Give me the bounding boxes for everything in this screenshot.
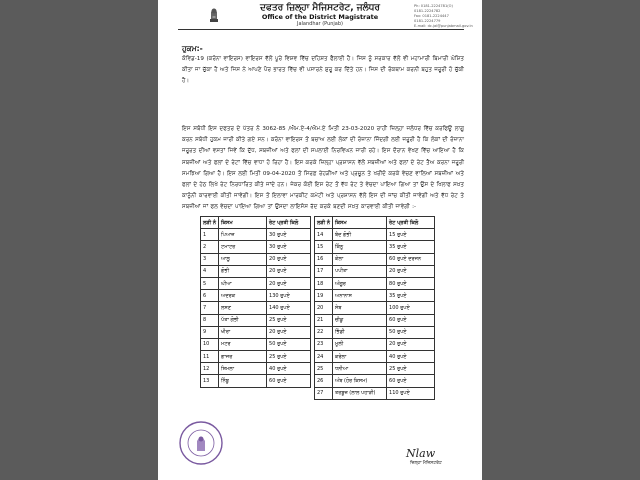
fruit-rows [315,229,435,400]
order-heading: ਹੁਕਮ:- [182,44,203,53]
cell-rate: 25 ਰੁਪਏ [387,363,435,375]
table-row [315,265,435,277]
cell-rate: 15 ਰੁਪਏ [387,229,435,241]
cell-rate: 60 ਰੁਪਏ [387,314,435,326]
cell-sr: 5 [201,277,219,289]
cell-rate: 60 ਰੁਪਏ ਦਰਜਨ [387,253,435,265]
cell-sr: 22 [315,326,333,338]
cell-rate: 60 ਰੁਪਏ [387,375,435,387]
cell-rate: 20 ਰੁਪਏ [267,326,311,338]
cell-sr: 19 [315,290,333,302]
col-header-rate: ਰੇਟ ਪ੍ਰਤੀ ਕਿਲੋ [387,217,435,229]
cell-rate: 20 ਰੁਪਏ [267,253,311,265]
cell-sr: 2 [201,241,219,253]
cell-sr: 14 [315,229,333,241]
vegetable-rates-table [200,216,311,388]
cell-rate: 20 ਰੁਪਏ [387,338,435,350]
cell-sr: 11 [201,351,219,363]
table-row [315,375,435,387]
table-row [315,326,435,338]
cell-sr: 10 [201,338,219,350]
table-row [201,241,311,253]
table-row [315,290,435,302]
cell-rate: 20 ਰੁਪਏ [267,277,311,289]
table-header-row [201,217,311,229]
cell-rate: 40 ਰੁਪਏ [387,351,435,363]
cell-sr: 24 [315,351,333,363]
cell-rate: 130 ਰੁਪਏ [267,290,311,302]
cell-item: ਅਦਰਕ [219,290,267,302]
cell-rate: 20 ਰੁਪਏ [267,265,311,277]
cell-rate: 100 ਰੁਪਏ [387,302,435,314]
cell-rate: 35 ਰੁਪਏ [387,241,435,253]
official-seal-icon [178,420,224,466]
col-header-sr: ਲੜੀ ਨੰ [315,217,333,229]
contact-line: Ph: 0181-2224781(O) [414,4,453,8]
cell-rate: 80 ਰੁਪਏ [387,277,435,289]
cell-item: ਬੰਦ ਗੋਭੀ [333,229,387,241]
cell-sr: 27 [315,387,333,399]
col-header-item: ਕਿਸਮ [333,217,387,229]
table-row [315,229,435,241]
cell-item: ਪਿਆਜ਼ [219,229,267,241]
cell-item: ਪਪੀਤਾ [333,265,387,277]
cell-item: ਚੀਕੂ [333,314,387,326]
cell-sr: 16 [315,253,333,265]
cell-item: ਸੇਬ [333,302,387,314]
cell-item: ਪੱਤਾ ਗੋਭੀ [219,314,267,326]
cell-item: ਖੀਰਾ [219,326,267,338]
cell-rate: 110 ਰੁਪਏ [387,387,435,399]
cell-item: ਗੋਭੀ [219,265,267,277]
fruit-rates-table [314,216,435,400]
table-row [201,277,311,289]
contact-block [414,4,476,29]
cell-rate: 40 ਰੁਪਏ [267,363,311,375]
table-row [201,338,311,350]
cell-rate: 20 ਰੁਪਏ [387,265,435,277]
table-row [315,314,435,326]
table-row [315,253,435,265]
cell-item: ਤਰਬੂਜ਼ (ਲਾਲ ਪਹਾੜੀ) [333,387,387,399]
col-header-sr: ਲੜੀ ਨੰ [201,217,219,229]
cell-item: ਅੰਬ (ਹੋਰ ਕਿਸਮ) [333,375,387,387]
table-row [201,314,311,326]
cell-item: ਕਰੇਲਾ [333,351,387,363]
header-divider [178,29,464,30]
cell-item: ਭਿੰਡੀ [333,326,387,338]
table-row [315,363,435,375]
table-row [201,265,311,277]
cell-item: ਕਿੰਨੂ [333,241,387,253]
cell-sr: 25 [315,363,333,375]
contact-line: 0181-2224782 [414,9,441,13]
cell-item: ਮੂਲੀ [333,338,387,350]
cell-sr: 8 [201,314,219,326]
cell-rate: 50 ਰੁਪਏ [387,326,435,338]
table-row [201,290,311,302]
table-row [201,351,311,363]
cell-rate: 25 ਰੁਪਏ [267,314,311,326]
table-row [315,338,435,350]
document-page [158,0,482,480]
order-paragraph-1: ਕੋਵਿਡ-19 (ਕਰੋਨਾ ਵਾਇਰਸ) ਵਾਇਰਸ ਵੱਲੋਂ ਪੂਰੇ ਵਿਸ਼ਵ ਵਿੱਚ ਦਹਿਸ਼ਤ ਫੈਲਾਈ ਹੈ। ਜਿਸ ਨੂੰ ਸਰਕਾਰ ਵੱਲੋਂ ਵੀ ਮਹਾਮਾਰੀ ਬਿਮਾਰੀ ਘੋਸ਼ਿਤ ਕੀਤਾ ਜਾ ਚੁੱਕਾ ਹੈ ਅਤੇ ਜਿਸ ਨੇ ਆਪਣੇ ਪੈਰ ਭਾਰਤ ਵਿੱਚ ਵੀ ਪਸਾਰਨੇ ਸ਼ੁਰੂ ਕਰ ਦਿੱਤੇ ਹਨ। ਜਿਸ ਦੀ ਰੋਕਥਾਮ ਕਰਨੀ ਬਹੁਤ ਜਰੂਰੀ ਹੋ ਚੁੱਕੀ ਹੈ। [182,56,464,85]
table-row [201,326,311,338]
col-header-rate: ਰੇਟ ਪ੍ਰਤੀ ਕਿਲੋ [267,217,311,229]
cell-sr: 7 [201,302,219,314]
table-row [315,387,435,399]
cell-sr: 9 [201,326,219,338]
cell-sr: 1 [201,229,219,241]
cell-item: ਅੰਗੂਰ [333,277,387,289]
cell-rate: 50 ਰੁਪਏ [267,338,311,350]
cell-item: ਆਲੂ [219,253,267,265]
table-row [201,375,311,387]
cell-rate: 60 ਰੁਪਏ [267,375,311,387]
cell-rate: 25 ਰੁਪਏ [267,351,311,363]
cell-item: ਗਾਜਰ [219,351,267,363]
table-row [315,302,435,314]
office-location: Jalandhar (Punjab) [296,21,343,27]
cell-sr: 6 [201,290,219,302]
cell-item: ਘੀਆ [219,277,267,289]
cell-rate: 30 ਰੁਪਏ [267,241,311,253]
col-header-item: ਕਿਸਮ [219,217,267,229]
cell-sr: 21 [315,314,333,326]
cell-item: ਨਿੰਬੂ [219,375,267,387]
table-row [201,253,311,265]
office-title-punjabi: ਦਫਤਰ ਜ਼ਿਲ੍ਹਾ ਮੈਜਿਸਟਰੇਟ, ਜਲੰਧਰ [260,3,380,13]
signature-mark [404,446,464,466]
cell-item: ਧਨੀਆ [333,363,387,375]
table-header-row [315,217,435,229]
cell-sr: 4 [201,265,219,277]
cell-sr: 15 [315,241,333,253]
signature-script: Nlaw [406,447,436,460]
table-row [315,277,435,289]
cell-sr: 20 [315,302,333,314]
cell-item: ਲਸਣ [219,302,267,314]
order-paragraph-2: ਇਸ ਸਬੰਧੀ ਇਸ ਦਫਤਰ ਦੇ ਪੱਤਰ ਨੰ 3062-85 /ਐਮ.ਏ-4/ਐਮ.ਏ ਮਿਤੀ 23-03-2020 ਰਾਹੀਂ ਜ਼ਿਲ੍ਹਾ ਜਲੰਧਰ ਵਿੱਚ ਕਰਫਿਊ ਲਾਗੂ ਕਰਨ ਸਬੰਧੀ ਹੁਕਮ ਜਾਰੀ ਕੀਤੇ ਗਏ ਸਨ। ਕਰੋਨਾ ਵਾਇਰਸ ਤੋਂ ਬਚਾਅ ਲਈ ਲੋਕਾਂ ਦੀ ਰੋਜ਼ਾਨਾ ਜਿੰਦਗੀ ਲਈ ਜਰੂਰੀ ਹੈ ਕਿ ਲੋਕਾਂ ਦੀ ਰੋਜ਼ਾਨਾ ਜਰੂਰਤ ਦੀਆਂ ਵਸਤਾਂ ਜਿਵੇਂ ਕਿ ਦੁੱਧ, ਸਬਜ਼ੀਆਂ ਅਤੇ ਫਲਾਂ ਦੀ ਸਪਲਾਈ ਨਿਰਵਿਘਨ ਜਾਰੀ ਰਹੇ। ਇਸ ਦੌਰਾਨ ਵੇਖਣ ਵਿੱਚ ਆਇਆ ਹੈ ਕਿ ਸਬਜ਼ੀਆਂ ਅਤੇ ਫਲਾਂ ਦੇ ਰੇਟਾਂ ਵਿੱਚ ਵਾਧਾ ਹੋ ਰਿਹਾ ਹੈ। ਇਸ ਕਰਕੇ ਜ਼ਿਲ੍ਹਾ ਪ੍ਰਸ਼ਾਸਨ ਵੱਲੋਂ ਸਬਜ਼ੀਆਂ ਅਤੇ ਫਲਾਂ ਦੇ ਰੇਟ ਤੈਅ ਕਰਨਾ ਜਰੂਰੀ ਸਮਝਿਆ ਗਿਆ ਹੈ। ਇਸ ਲਈ ਮਿਤੀ 09-04-2020 ਤੋਂ ਸਿਰਫ਼ ਰੇਹੜੀਆਂ ਅਤੇ ਪ੍ਰਚੂਨ ਤੇ ਖਰੀਦੋ ਕਰਕੇ ਵੇਚਣ ਵਾਲਿਆਂ ਸਬਜ਼ੀਆਂ ਅਤੇ ਫਲਾਂ ਦੇ ਹੇਠ ਲਿਖੇ ਰੇਟ ਨਿਰਧਾਰਿਤ ਕੀਤੇ ਜਾਂਦੇ ਹਨ। ਜੇਕਰ ਕੋਈ ਇਸ ਰੇਟ ਤੋਂ ਵੱਧ ਰੇਟ ਤੇ ਵੇਚਦਾ ਪਾਇਆ ਗਿਆ ਤਾਂ ਉਸ ਦੇ ਖਿਲਾਫ ਸਖ਼ਤ ਕਾਨੂੰਨੀ ਕਾਰਵਾਈ ਕੀਤੀ ਜਾਵੇਗੀ। ਇਸ ਤੋਂ ਇਲਾਵਾ ਮਾਰਕੀਟ ਕਮੇਟੀ ਅਤੇ ਪ੍ਰਸ਼ਾਸਨ ਵੱਲੋਂ ਇਸ ਦੀ ਜਾਂਚ ਕੀਤੀ ਜਾਵੇਗੀ ਅਤੇ ਵੱਧ ਰੇਟ ਤੇ ਸਬਜ਼ੀਆਂ ਜਾਂ ਫਲ ਵੇਚਦਾ ਪਾਇਆ ਗਿਆ ਤਾਂ ਉਸਦਾ ਲਾਇਸੰਸ ਰੱਦ ਕਰਕੇ ਬਣਦੀ ਸਖ਼ਤ ਕਾਰਵਾਈ ਕੀਤੀ ਜਾਵੇਗੀ :- [182,126,464,211]
office-title-english: Office of the District Magistrate [261,13,379,21]
cell-sr: 17 [315,265,333,277]
cell-sr: 18 [315,277,333,289]
cell-sr: 3 [201,253,219,265]
contact-line: Fax: 0181-2224447 [414,14,449,18]
contact-line: E-mail: dc.jal@punjabmail.gov.in [414,24,473,28]
vegetable-rows [201,229,311,387]
cell-item: ਮਟਰ [219,338,267,350]
table-row [201,302,311,314]
signature-designation: ਜ਼ਿਲ੍ਹਾ ਮੈਜਿਸਟਰੇਟ [410,461,442,466]
cell-item: ਸ਼ਿਮਲਾ [219,363,267,375]
table-row [201,229,311,241]
contact-line: 0181-2224779 [414,19,441,23]
cell-item: ਟਮਾਟਰ [219,241,267,253]
table-row [201,363,311,375]
cell-rate: 140 ਰੁਪਏ [267,302,311,314]
table-row [315,351,435,363]
cell-item: ਅਨਾਨਾਸ [333,290,387,302]
cell-item: ਕੇਲਾ [333,253,387,265]
cell-sr: 23 [315,338,333,350]
cell-sr: 26 [315,375,333,387]
cell-sr: 13 [201,375,219,387]
table-row [315,241,435,253]
cell-rate: 30 ਰੁਪਏ [267,229,311,241]
cell-sr: 12 [201,363,219,375]
cell-rate: 35 ਰੁਪਏ [387,290,435,302]
